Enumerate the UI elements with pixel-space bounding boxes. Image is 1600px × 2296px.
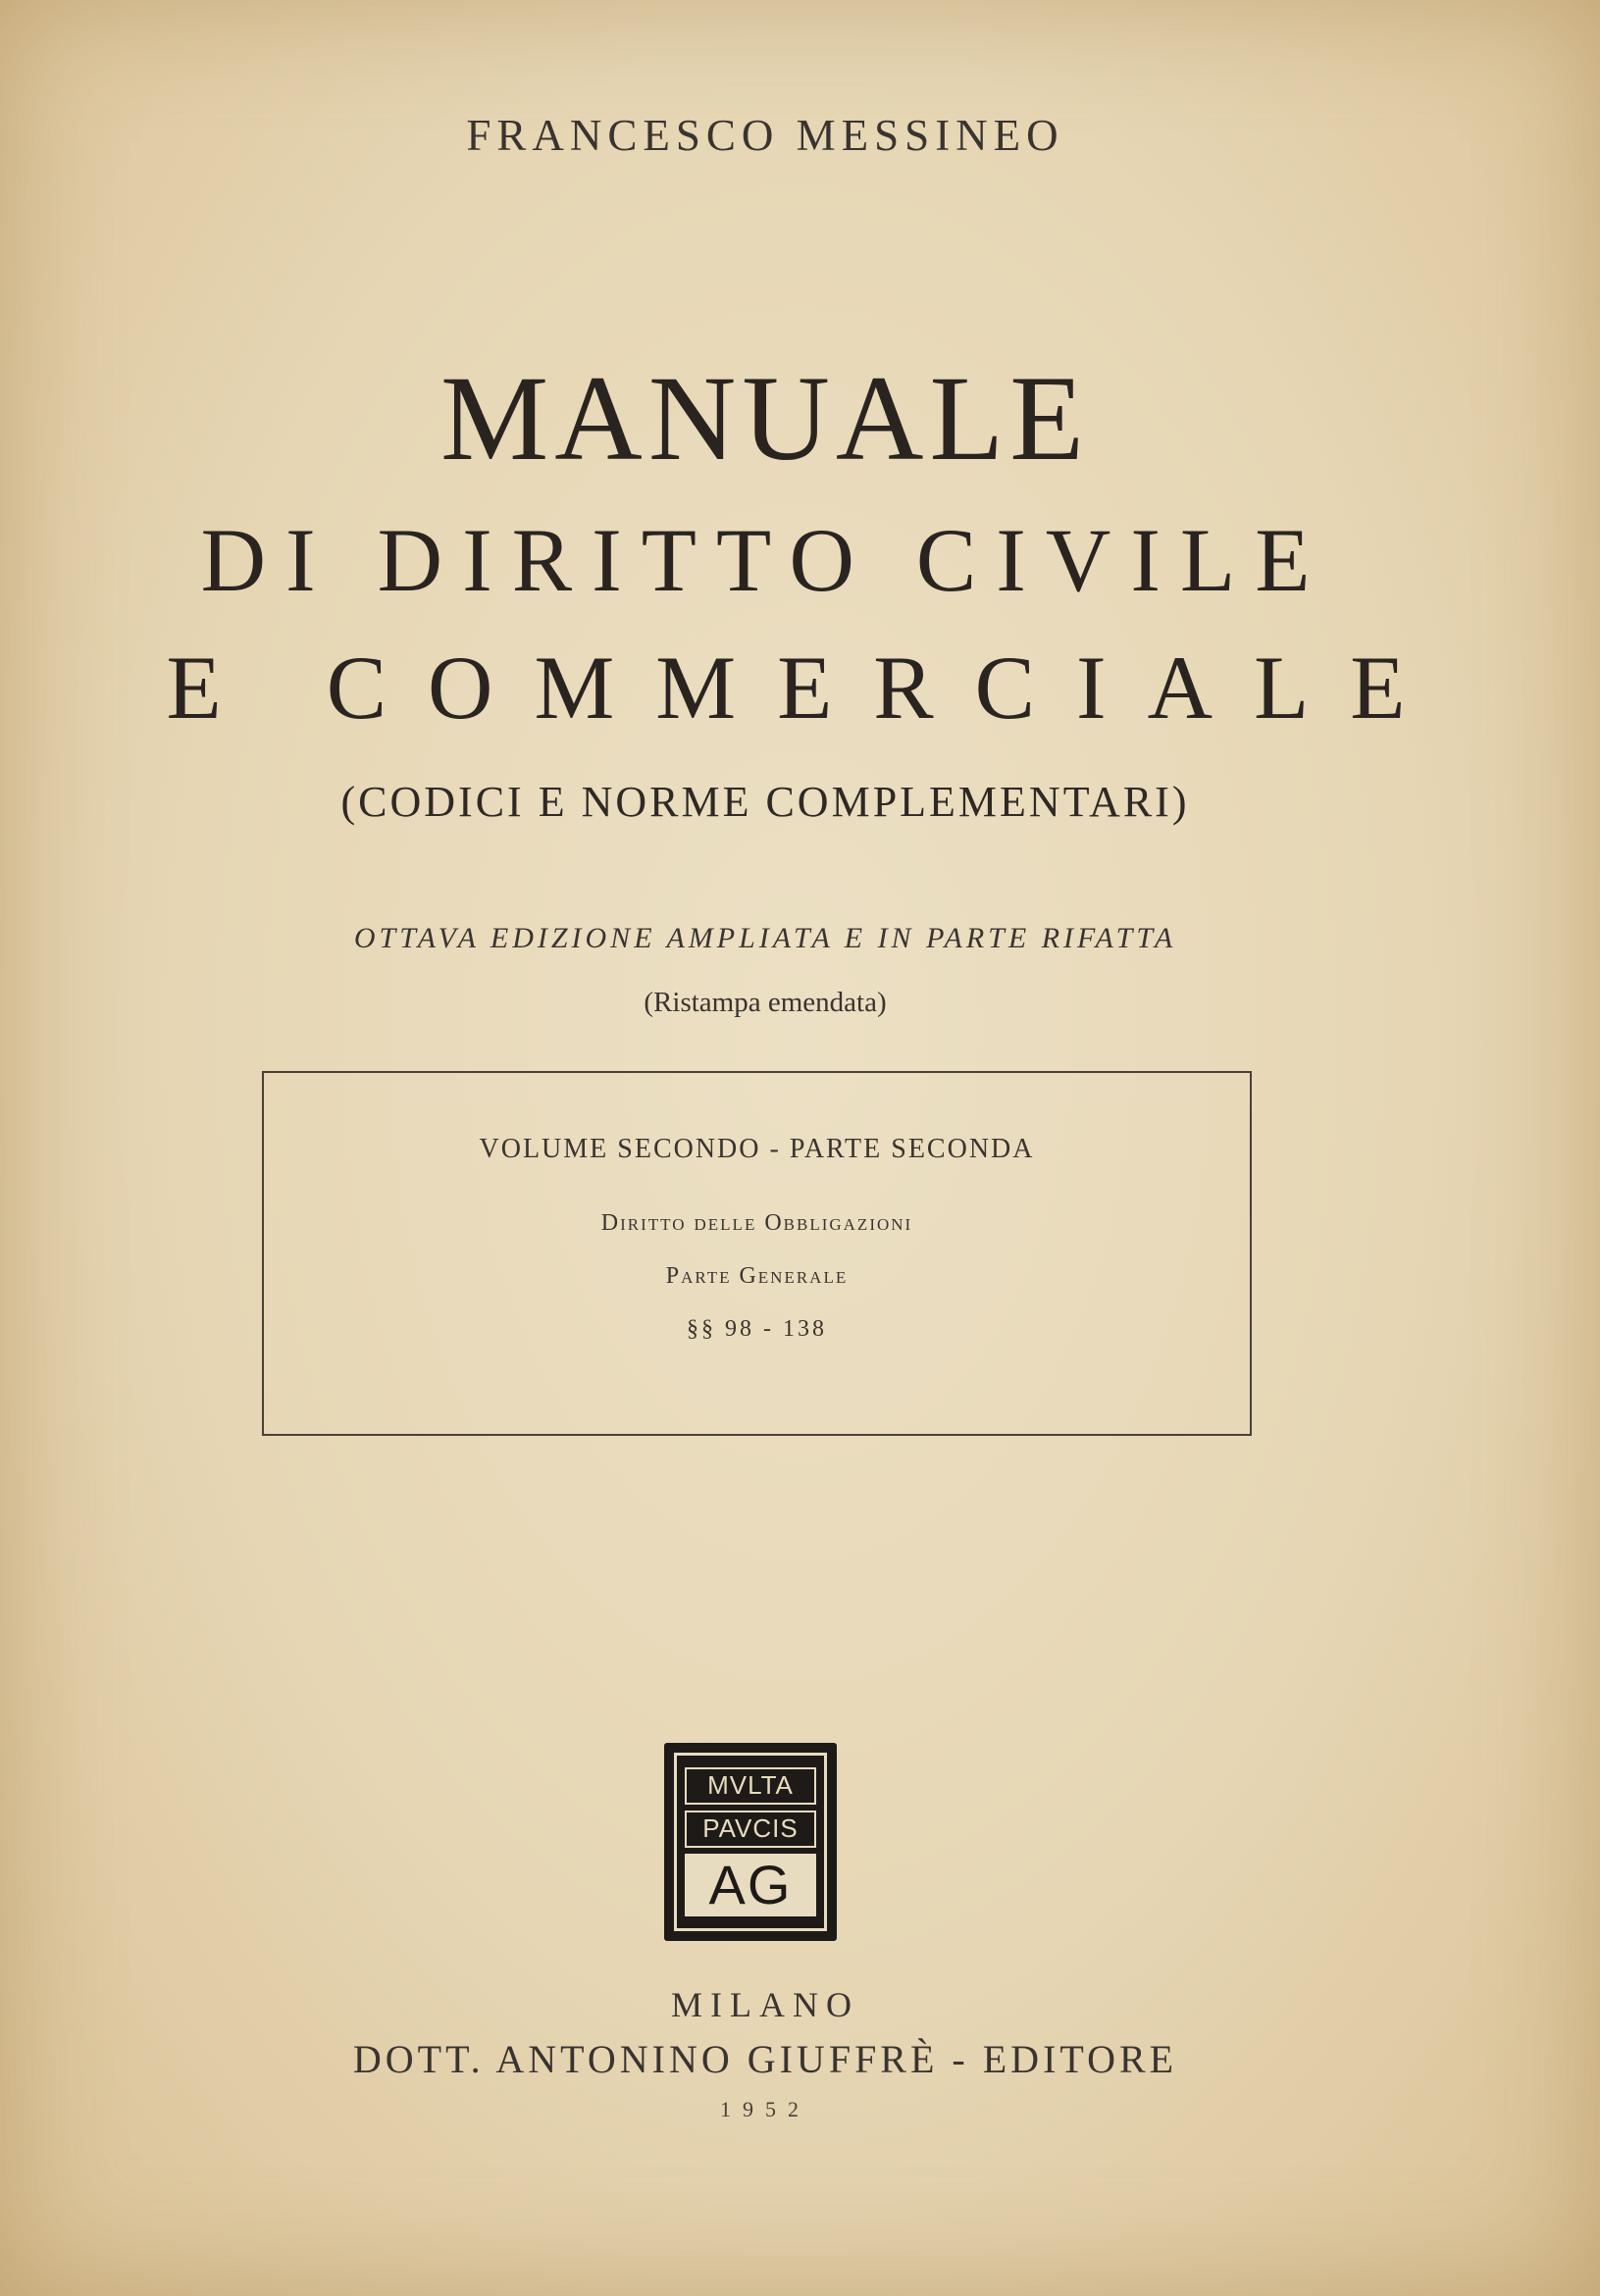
volume-heading: VOLUME SECONDO - PARTE SECONDA bbox=[479, 1134, 1035, 1164]
logo-frame bbox=[674, 1753, 827, 1931]
title-line-1: MANUALE bbox=[440, 351, 1090, 485]
imprint-publisher: DOTT. ANTONINO GIUFFRÈ - EDITORE bbox=[352, 2037, 1178, 2081]
logo-word-paucis: PAVCIS bbox=[685, 1811, 816, 1848]
volume-sections: §§ 98 - 138 bbox=[687, 1316, 827, 1342]
logo-word-multa: MVLTA bbox=[685, 1767, 816, 1805]
volume-part: Parte Generale bbox=[665, 1263, 849, 1289]
volume-box bbox=[262, 1071, 1252, 1436]
publisher-logo bbox=[664, 1743, 837, 1941]
volume-subject: Diritto delle Obbligazioni bbox=[600, 1210, 913, 1236]
title-line-3: E COMMERCIALE bbox=[166, 638, 1447, 738]
author-name: FRANCESCO MESSINEO bbox=[466, 111, 1064, 160]
edition-statement: OTTAVA EDIZIONE AMPLIATA E IN PARTE RIFATTA bbox=[353, 922, 1177, 954]
title-line-2: DI DIRITTO CIVILE bbox=[200, 510, 1330, 610]
reprint-note: (Ristampa emendata) bbox=[644, 987, 887, 1018]
imprint-year: 1952 bbox=[720, 2097, 810, 2121]
subtitle: (CODICI E NORME COMPLEMENTARI) bbox=[340, 778, 1190, 826]
logo-initials: AG bbox=[685, 1854, 816, 1916]
imprint-city: MILANO bbox=[671, 1985, 859, 2024]
